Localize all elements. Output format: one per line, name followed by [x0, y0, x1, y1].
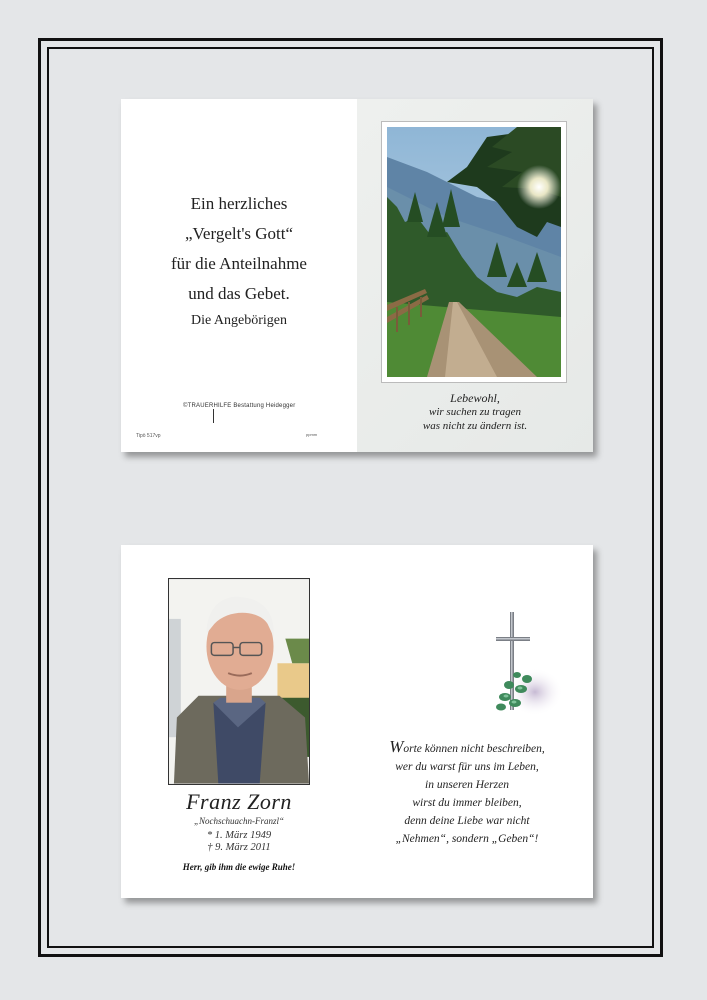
- thanks-line: „Vergelt's Gott“: [184, 224, 294, 243]
- poem-line: wirst du immer bleiben,: [412, 797, 522, 809]
- thank-you-card-left: [121, 99, 357, 452]
- thanks-line: für die Anteilnahme: [171, 254, 307, 273]
- forest-image-frame: [381, 121, 567, 383]
- thank-you-card-right: [357, 99, 593, 452]
- forest-path-image: [387, 127, 561, 377]
- memorial-poem: [357, 738, 577, 848]
- thank-you-card: [121, 99, 593, 452]
- portrait-image: [169, 579, 309, 784]
- thanks-text: [121, 189, 357, 309]
- logo-cross-icon: [213, 409, 214, 423]
- memorial-card: [121, 545, 593, 898]
- prayer-line: Herr, gib ihm die ewige Ruhe!: [182, 862, 296, 872]
- poem-line: „Nehmen“, sondern „Geben“!: [395, 833, 539, 845]
- undertaker-logo: [183, 403, 295, 409]
- poem-line: in unseren Herzen: [425, 779, 509, 791]
- thanks-signature: Die Angebörigen: [190, 313, 288, 328]
- poem-first-line: orte können nicht beschreiben,: [403, 743, 545, 755]
- poem-line: denn deine Liebe war nicht: [404, 815, 530, 827]
- thanks-line: Ein herzliches: [190, 194, 288, 213]
- poem-initial: W: [389, 737, 404, 756]
- birth-date: * 1. März 1949: [206, 830, 272, 841]
- thanks-line: und das Gebet.: [188, 284, 290, 303]
- farewell-line: wir suchen zu tragen: [429, 406, 521, 418]
- farewell-text: [357, 391, 593, 433]
- print-code: Tipö 517vp: [136, 433, 161, 439]
- farewell-line: Lebewohl,: [450, 391, 500, 405]
- poem-line: [357, 738, 577, 758]
- portrait-photo: [168, 578, 310, 785]
- deceased-name: Franz Zorn: [186, 789, 292, 814]
- poem-line: wer du warst für uns im Leben,: [395, 761, 539, 773]
- deceased-nickname: „Nochschuachn-Franzl“: [194, 816, 284, 826]
- cross-with-ivy-icon: [483, 607, 563, 727]
- undertaker-text: ©TRAUERHILFE Bestattung Heidegger: [183, 403, 296, 409]
- farewell-line: was nicht zu ändern ist.: [422, 420, 528, 432]
- printer-mark: ppmm: [306, 432, 318, 437]
- life-dates: [121, 830, 357, 854]
- death-date: † 9. März 2011: [207, 842, 271, 853]
